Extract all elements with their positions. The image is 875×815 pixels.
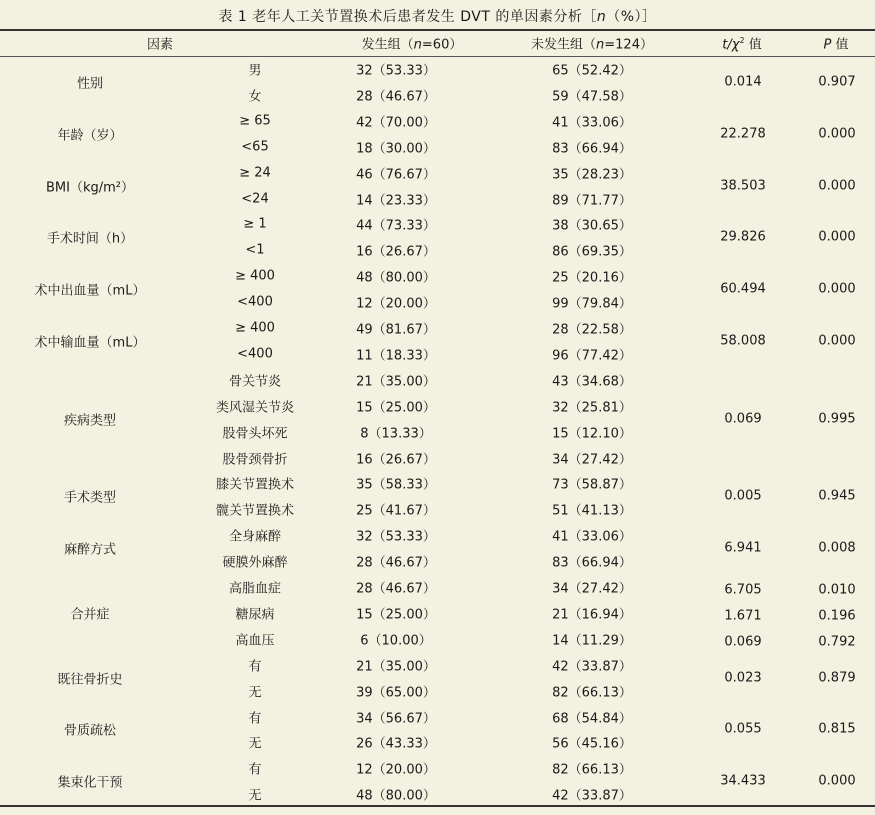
bottom-rule bbox=[0, 805, 875, 807]
header-stat-t: t bbox=[722, 37, 728, 53]
subgroup-label: <400 bbox=[237, 294, 273, 310]
header-rule bbox=[0, 56, 875, 57]
factor-label: 术中出血量（mL） bbox=[34, 283, 146, 299]
subgroup-label: 有 bbox=[248, 659, 262, 675]
group-b-value: 51（41.13） bbox=[552, 503, 632, 519]
header-group-a-pre: 发生组（ bbox=[361, 37, 414, 53]
factor-label: 集束化干预 bbox=[57, 775, 123, 791]
group-b-value: 99（79.84） bbox=[552, 296, 632, 312]
p-value: 0.945 bbox=[818, 488, 856, 504]
subgroup-label: <24 bbox=[241, 191, 269, 206]
header-p-italic: P bbox=[823, 37, 832, 53]
stat-value: 0.014 bbox=[724, 74, 762, 90]
group-b-value: 89（71.77） bbox=[552, 193, 632, 208]
subgroup-label: 女 bbox=[248, 89, 262, 105]
subgroup-label: 有 bbox=[248, 711, 262, 726]
group-b-value: 43（34.68） bbox=[552, 374, 632, 390]
stat-value: 0.005 bbox=[724, 488, 762, 504]
stat-value: 0.069 bbox=[724, 634, 762, 650]
group-a-value: 21（35.00） bbox=[356, 374, 436, 390]
subgroup-label: 膝关节置换术 bbox=[215, 477, 295, 493]
subgroup-label: 无 bbox=[248, 736, 262, 752]
group-b-value: 68（54.84） bbox=[552, 711, 632, 726]
factor-label: 麻醉方式 bbox=[63, 542, 117, 558]
group-a-value: 12（20.00） bbox=[356, 296, 436, 312]
header-stat-post: 值 bbox=[744, 37, 762, 53]
group-a-value: 21（35.00） bbox=[356, 659, 436, 675]
group-a-value: 39（65.00） bbox=[356, 685, 436, 701]
subgroup-label: 男 bbox=[248, 63, 262, 79]
group-a-value: 11（18.33） bbox=[356, 348, 436, 364]
factor-label: 手术类型 bbox=[63, 490, 117, 506]
factor-label: 术中输血量（mL） bbox=[34, 335, 146, 351]
group-a-value: 8（13.33） bbox=[360, 426, 432, 442]
p-value: 0.792 bbox=[818, 634, 856, 650]
p-value: 0.008 bbox=[818, 540, 856, 556]
group-b-value: 21（16.94） bbox=[552, 607, 632, 623]
subgroup-label: 骨关节炎 bbox=[228, 374, 282, 390]
subgroup-label: ≥ 65 bbox=[239, 113, 271, 129]
p-value: 0.196 bbox=[818, 608, 856, 624]
group-b-value: 34（27.42） bbox=[552, 581, 632, 597]
p-value: 0.000 bbox=[818, 773, 856, 789]
group-b-value: 15（12.10） bbox=[552, 426, 632, 442]
title-prefix: 表 1 老年人工关节置换术后患者发生 DVT 的单因素分析［ bbox=[218, 9, 597, 25]
top-rule bbox=[0, 29, 875, 31]
group-b-value: 42（33.87） bbox=[552, 788, 632, 804]
group-b-value: 82（66.13） bbox=[552, 762, 632, 778]
title-n: n bbox=[596, 9, 607, 25]
group-b-value: 86（69.35） bbox=[552, 244, 632, 260]
p-value: 0.815 bbox=[818, 721, 856, 737]
group-a-value: 48（80.00） bbox=[356, 270, 436, 286]
factor-label: 既往骨折史 bbox=[57, 672, 123, 688]
group-b-value: 25（20.16） bbox=[552, 270, 632, 286]
header-stat-sup: 2 bbox=[739, 36, 745, 46]
stat-value: 22.278 bbox=[720, 126, 766, 142]
subgroup-label: 无 bbox=[248, 685, 262, 701]
group-a-value: 28（46.67） bbox=[356, 555, 436, 571]
group-b-value: 42（33.87） bbox=[552, 659, 632, 675]
subgroup-label: 高血压 bbox=[235, 633, 275, 649]
p-value: 0.000 bbox=[818, 281, 856, 297]
subgroup-label: 硬膜外麻醉 bbox=[222, 555, 288, 571]
group-a-value: 34（56.67） bbox=[356, 711, 436, 726]
header-group-b-post: =124） bbox=[604, 37, 653, 53]
group-b-value: 38（30.65） bbox=[552, 218, 632, 234]
stat-value: 0.055 bbox=[724, 721, 762, 737]
p-value: 0.879 bbox=[818, 670, 856, 686]
group-b-value: 83（66.94） bbox=[552, 555, 632, 571]
subgroup-label: <65 bbox=[241, 139, 269, 155]
stat-value: 6.941 bbox=[724, 540, 762, 556]
stat-value: 6.705 bbox=[724, 582, 762, 598]
p-value: 0.907 bbox=[818, 74, 856, 90]
stat-value: 58.008 bbox=[720, 333, 766, 349]
group-b-value: 14（11.29） bbox=[552, 633, 632, 649]
p-value: 0.000 bbox=[818, 126, 856, 142]
group-a-value: 6（10.00） bbox=[360, 633, 432, 649]
subgroup-label: 髋关节置换术 bbox=[215, 503, 295, 519]
subgroup-label: 股骨颈骨折 bbox=[222, 452, 288, 467]
group-a-value: 26（43.33） bbox=[356, 736, 436, 752]
group-b-value: 59（47.58） bbox=[552, 89, 632, 105]
subgroup-label: 高脂血症 bbox=[228, 581, 282, 597]
group-a-value: 32（53.33） bbox=[356, 63, 436, 79]
header-p bbox=[824, 34, 849, 53]
p-value: 0.000 bbox=[818, 178, 856, 194]
p-value: 0.995 bbox=[818, 411, 856, 427]
table-title bbox=[0, 6, 875, 26]
group-a-value: 12（20.00） bbox=[356, 762, 436, 778]
group-a-value: 44（73.33） bbox=[356, 218, 436, 234]
group-b-value: 56（45.16） bbox=[552, 736, 632, 752]
group-a-value: 14（23.33） bbox=[356, 193, 436, 208]
p-value: 0.000 bbox=[818, 333, 856, 349]
header-stat-sep: /χ bbox=[727, 37, 740, 53]
subgroup-label: ≥ 24 bbox=[239, 165, 271, 181]
stat-value: 60.494 bbox=[720, 281, 766, 297]
stat-value: 29.826 bbox=[720, 229, 766, 245]
header-stat bbox=[722, 34, 761, 53]
subgroup-label: 类风湿关节炎 bbox=[215, 400, 295, 416]
header-factor: 因素 bbox=[146, 37, 174, 53]
header-group-b-n: n bbox=[596, 37, 605, 53]
group-a-value: 35（58.33） bbox=[356, 477, 436, 493]
title-suffix: （%）］ bbox=[606, 9, 657, 25]
group-a-value: 16（26.67） bbox=[356, 452, 436, 467]
group-a-value: 49（81.67） bbox=[356, 322, 436, 338]
group-b-value: 32（25.81） bbox=[552, 400, 632, 416]
group-a-value: 28（46.67） bbox=[356, 581, 436, 597]
stat-value: 34.433 bbox=[720, 773, 766, 789]
stat-value: 38.503 bbox=[720, 178, 766, 194]
factor-label: 合并症 bbox=[70, 607, 110, 623]
group-a-value: 15（25.00） bbox=[356, 607, 436, 623]
group-a-value: 25（41.67） bbox=[356, 503, 436, 519]
subgroup-label: 糖尿病 bbox=[235, 607, 275, 623]
group-b-value: 34（27.42） bbox=[552, 452, 632, 467]
factor-label: 疾病类型 bbox=[63, 413, 117, 429]
group-b-value: 41（33.06） bbox=[552, 529, 632, 545]
group-a-value: 46（76.67） bbox=[356, 167, 436, 183]
group-b-value: 82（66.13） bbox=[552, 685, 632, 701]
header-group-a bbox=[362, 34, 463, 53]
group-b-value: 41（33.06） bbox=[552, 115, 632, 131]
subgroup-label: 股骨头坏死 bbox=[222, 426, 288, 442]
p-value: 0.000 bbox=[818, 229, 856, 245]
header-group-a-post: =60） bbox=[421, 37, 463, 53]
group-b-value: 28（22.58） bbox=[552, 322, 632, 338]
factor-label: 手术时间（h） bbox=[46, 231, 134, 247]
group-b-value: 96（77.42） bbox=[552, 348, 632, 364]
header-group-a-n: n bbox=[413, 37, 422, 53]
stat-value: 0.023 bbox=[724, 670, 762, 686]
p-value: 0.010 bbox=[818, 582, 856, 598]
stat-value: 1.671 bbox=[724, 608, 762, 624]
factor-label: 年龄（岁） bbox=[57, 128, 123, 144]
factor-label: 性别 bbox=[76, 76, 104, 92]
subgroup-label: ≥ 1 bbox=[243, 216, 267, 232]
group-a-value: 15（25.00） bbox=[356, 400, 436, 416]
subgroup-label: 有 bbox=[248, 762, 262, 778]
subgroup-label: 无 bbox=[248, 788, 262, 804]
subgroup-label: <400 bbox=[237, 346, 273, 362]
factor-label: 骨质疏松 bbox=[63, 723, 117, 739]
header-group-b bbox=[531, 34, 653, 53]
factor-label: BMI（kg/m²） bbox=[45, 180, 135, 196]
subgroup-label: ≥ 400 bbox=[235, 320, 275, 336]
subgroup-label: ≥ 400 bbox=[235, 268, 275, 284]
group-b-value: 35（28.23） bbox=[552, 167, 632, 183]
group-a-value: 18（30.00） bbox=[356, 141, 436, 157]
stat-value: 0.069 bbox=[724, 411, 762, 427]
subgroup-label: <1 bbox=[245, 242, 265, 258]
group-b-value: 65（52.42） bbox=[552, 63, 632, 79]
group-b-value: 83（66.94） bbox=[552, 141, 632, 157]
group-a-value: 16（26.67） bbox=[356, 244, 436, 260]
group-a-value: 42（70.00） bbox=[356, 115, 436, 131]
group-a-value: 48（80.00） bbox=[356, 788, 436, 804]
subgroup-label: 全身麻醉 bbox=[228, 529, 282, 545]
header-group-b-pre: 未发生组（ bbox=[531, 37, 597, 53]
group-a-value: 28（46.67） bbox=[356, 89, 436, 105]
group-a-value: 32（53.33） bbox=[356, 529, 436, 545]
header-p-post: 值 bbox=[831, 37, 849, 53]
group-b-value: 73（58.87） bbox=[552, 477, 632, 493]
